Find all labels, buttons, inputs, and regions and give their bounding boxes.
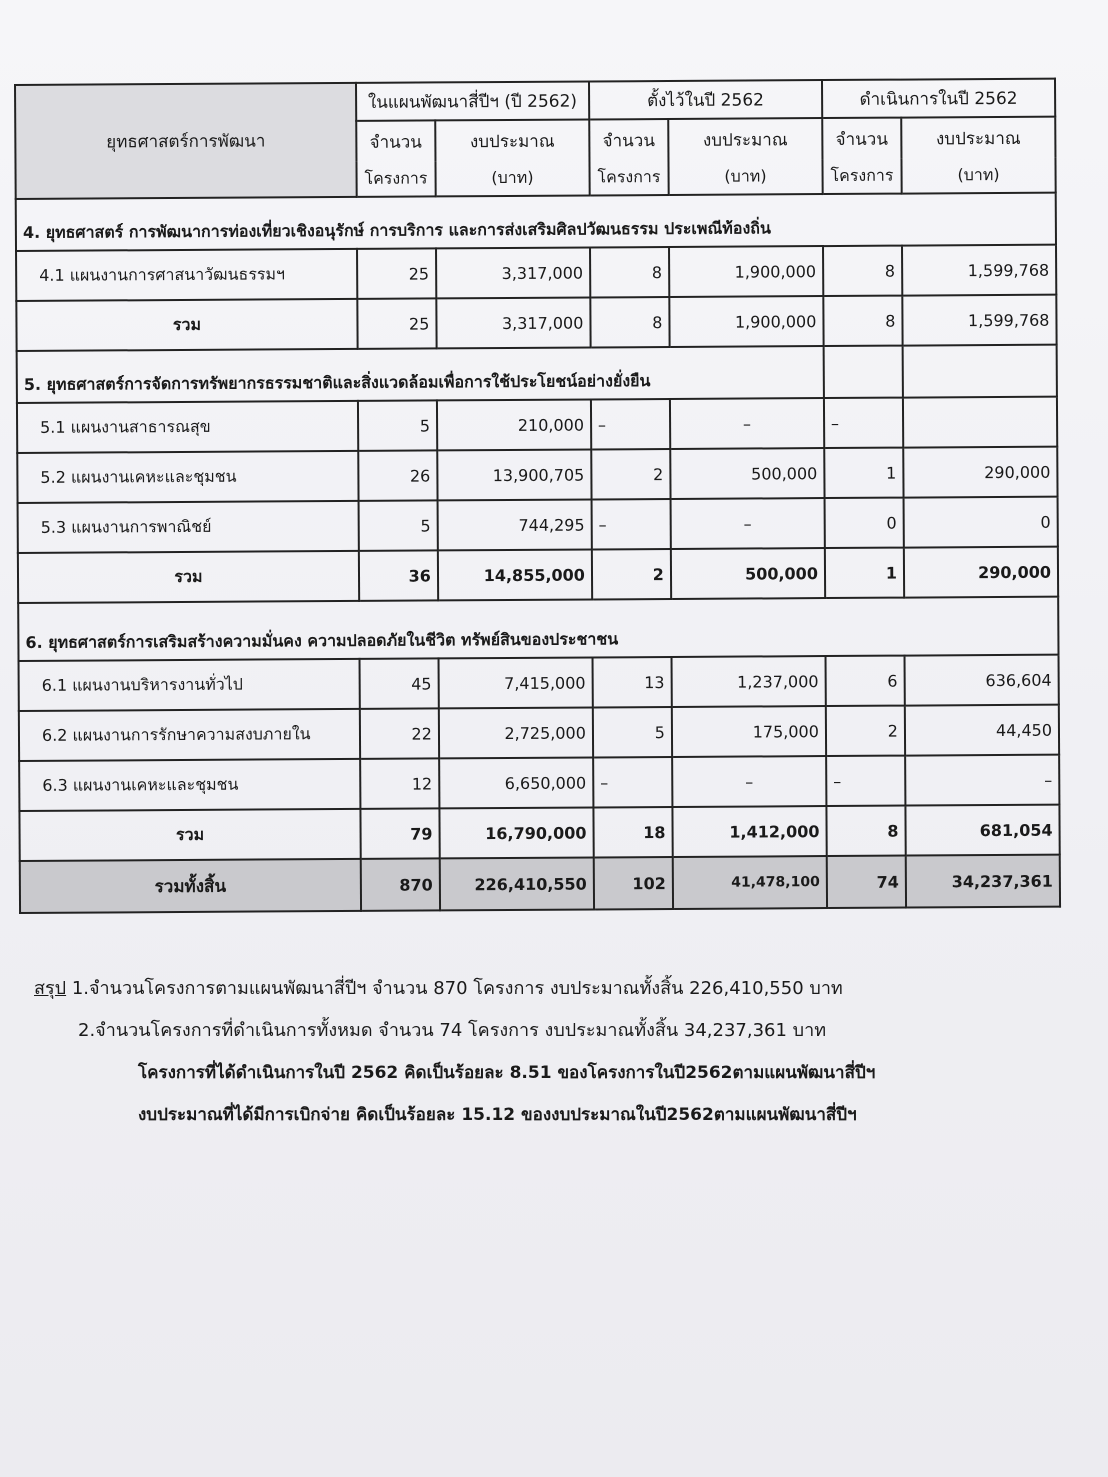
- header-set-budget-unit: (บาท): [668, 159, 822, 195]
- done-count: 2: [826, 706, 905, 756]
- header-set-count-unit: โครงการ: [589, 160, 668, 195]
- set-budget: 1,900,000: [669, 246, 823, 297]
- done-count: 6: [825, 656, 904, 706]
- header-done-budget: งบประมาณ: [901, 117, 1055, 159]
- section-row: [16, 193, 1056, 251]
- empty-cell: [824, 346, 903, 398]
- header-done-count: จำนวน: [822, 118, 901, 159]
- table-row: [17, 397, 1057, 453]
- summary-line-1-text: 1.จำนวนโครงการตามแผนพัฒนาสี่ปีฯ จำนวน 870 โครงการ งบประมาณทั้งสิ้น 226,410,550 บาท: [71, 978, 843, 999]
- summary-line-3: โครงการที่ได้ดำเนินการในปี 2562 คิดเป็นร้อยละ 8.51 ของโครงการในปี2562ตามแผนพัฒนาสี่ปีฯ: [138, 1063, 876, 1083]
- section-title: 4. ยุทธศาสตร์ การพัฒนาการท่องเที่ยวเชิงอนุรักษ์ การบริการ และการส่งเสริมศิลปวัฒนธรรม ประเพณีท้องถิ่น: [16, 193, 1056, 251]
- plan-name: 6.2 แผนงานการรักษาความสงบภายใน: [19, 709, 360, 761]
- grand-total-label: รวมทั้งสิ้น: [20, 859, 361, 913]
- grand-set-budget: 41,478,100: [673, 856, 827, 909]
- total-done-count: 8: [823, 296, 902, 346]
- plan-count: 25: [357, 248, 436, 298]
- total-set-count: 18: [593, 807, 672, 857]
- done-count: 8: [823, 246, 902, 296]
- done-budget: 0: [903, 497, 1057, 548]
- total-plan-count: 25: [357, 298, 436, 348]
- set-count: –: [593, 757, 672, 807]
- section-title: 6. ยุทธศาสตร์การเสริมสร้างความมั่นคง ความปลอดภัยในชีวิต ทรัพย์สินของประชาชน: [18, 597, 1058, 661]
- total-done-budget: 290,000: [904, 547, 1058, 598]
- table-row: [19, 655, 1059, 711]
- plan-count: 22: [360, 708, 439, 758]
- set-count: –: [591, 499, 670, 549]
- plan-budget: 13,900,705: [437, 449, 591, 500]
- header-set-budget: งบประมาณ: [668, 118, 822, 160]
- grand-done-budget: 34,237,361: [906, 855, 1060, 908]
- header-set-group: ตั้งไว้ในปี 2562: [589, 80, 822, 119]
- section-row: [18, 597, 1058, 661]
- plan-budget: 6,650,000: [439, 757, 593, 808]
- plan-budget: 2,725,000: [439, 707, 593, 758]
- summary-line-1: [34, 968, 1074, 1010]
- set-budget: 1,237,000: [671, 656, 825, 707]
- done-count: 0: [824, 498, 903, 548]
- grand-plan-budget: 226,410,550: [440, 857, 594, 910]
- set-budget: –: [670, 398, 824, 449]
- header-done-count-unit: โครงการ: [822, 159, 901, 194]
- set-count: 8: [590, 247, 669, 297]
- header-plan-count-unit: โครงการ: [356, 161, 435, 196]
- summary-label: สรุป: [34, 978, 67, 999]
- total-done-budget: 1,599,768: [902, 295, 1056, 346]
- header-plan-group: ในแผนพัฒนาสี่ปีฯ (ปี 2562): [356, 81, 589, 120]
- set-count: 2: [591, 449, 670, 499]
- done-budget: 1,599,768: [902, 245, 1056, 296]
- plan-budget: 7,415,000: [438, 657, 592, 708]
- header-plan-budget: งบประมาณ: [435, 119, 589, 161]
- plan-name: 6.3 แผนงานเคหะและชุมชน: [19, 759, 360, 811]
- set-count: 5: [593, 707, 672, 757]
- plan-budget: 210,000: [437, 399, 591, 450]
- total-done-budget: 681,054: [905, 805, 1059, 856]
- header-done-group: ดำเนินการในปี 2562: [822, 79, 1055, 118]
- total-label: รวม: [16, 299, 357, 351]
- header-done-budget-unit: (บาท): [901, 158, 1055, 194]
- total-set-budget: 1,900,000: [669, 296, 823, 347]
- header-set-count: จำนวน: [589, 119, 668, 160]
- empty-cell: [903, 345, 1057, 398]
- plan-budget: 744,295: [437, 499, 591, 550]
- total-row: [19, 805, 1059, 861]
- done-count: –: [826, 756, 905, 806]
- total-label: รวม: [18, 551, 359, 603]
- table-row: [16, 245, 1056, 301]
- done-budget: –: [905, 755, 1059, 806]
- done-count: 1: [824, 448, 903, 498]
- header-strategy: ยุทธศาสตร์การพัฒนา: [15, 83, 357, 199]
- grand-set-count: 102: [594, 857, 673, 909]
- set-count: –: [591, 399, 670, 449]
- total-plan-count: 36: [359, 550, 438, 600]
- done-budget: 636,604: [904, 655, 1058, 706]
- done-budget: [903, 397, 1057, 448]
- summary-block: [34, 968, 1074, 1136]
- done-count: –: [824, 398, 903, 448]
- plan-count: 5: [358, 500, 437, 550]
- plan-count: 26: [358, 450, 437, 500]
- summary-line-4: งบประมาณที่ได้มีการเบิกจ่าย คิดเป็นร้อยละ 15.12 ของงบประมาณในปี2562ตามแผนพัฒนาสี่ปีฯ: [138, 1105, 857, 1125]
- set-budget: 175,000: [672, 706, 826, 757]
- set-budget: 500,000: [670, 448, 824, 499]
- table-row: [18, 497, 1058, 553]
- table-row: [19, 755, 1059, 811]
- header-plan-count: จำนวน: [356, 120, 435, 161]
- grand-total-row: [20, 855, 1060, 913]
- total-done-count: 1: [825, 548, 904, 598]
- plan-name: 5.2 แผนงานเคหะและชุมชน: [17, 451, 358, 503]
- total-set-count: 8: [590, 297, 669, 347]
- plan-count: 5: [358, 400, 437, 450]
- plan-count: 45: [359, 658, 438, 708]
- set-budget: –: [670, 498, 824, 549]
- section-title: 5. ยุทธศาสตร์การจัดการทรัพยากรธรรมชาติและสิ่งแวดล้อมเพื่อการใช้ประโยชน์อย่างยั่งยืน: [17, 346, 824, 403]
- total-row: [18, 547, 1058, 603]
- header-plan-budget-unit: (บาท): [435, 160, 589, 196]
- total-plan-count: 79: [360, 808, 439, 858]
- plan-name: 5.3 แผนงานการพาณิชย์: [18, 501, 359, 553]
- total-set-budget: 1,412,000: [672, 806, 826, 857]
- table-row: [17, 447, 1057, 503]
- set-count: 13: [592, 657, 671, 707]
- table-row: [19, 705, 1059, 761]
- plan-name: 6.1 แผนงานบริหารงานทั่วไป: [19, 659, 360, 711]
- total-set-count: 2: [592, 549, 671, 599]
- total-done-count: 8: [826, 806, 905, 856]
- section-row: [17, 345, 1057, 403]
- done-budget: 44,450: [905, 705, 1059, 756]
- total-plan-budget: 14,855,000: [438, 549, 592, 600]
- total-label: รวม: [19, 809, 360, 861]
- total-set-budget: 500,000: [671, 548, 825, 599]
- done-budget: 290,000: [903, 447, 1057, 498]
- plan-name: 5.1 แผนงานสาธารณสุข: [17, 401, 358, 453]
- total-row: [16, 295, 1056, 351]
- summary-line-2: 2.จำนวนโครงการที่ดำเนินการทั้งหมด จำนวน 74 โครงการ งบประมาณทั้งสิ้น 34,237,361 บาท: [78, 1020, 827, 1041]
- grand-plan-count: 870: [361, 858, 440, 910]
- set-budget: –: [672, 756, 826, 807]
- plan-name: 4.1 แผนงานการศาสนาวัฒนธรรมฯ: [16, 249, 357, 301]
- plan-budget: 3,317,000: [436, 247, 590, 298]
- total-plan-budget: 3,317,000: [436, 297, 590, 348]
- grand-done-count: 74: [827, 856, 906, 908]
- total-plan-budget: 16,790,000: [439, 807, 593, 858]
- strategy-budget-table: [14, 78, 1061, 914]
- plan-count: 12: [360, 758, 439, 808]
